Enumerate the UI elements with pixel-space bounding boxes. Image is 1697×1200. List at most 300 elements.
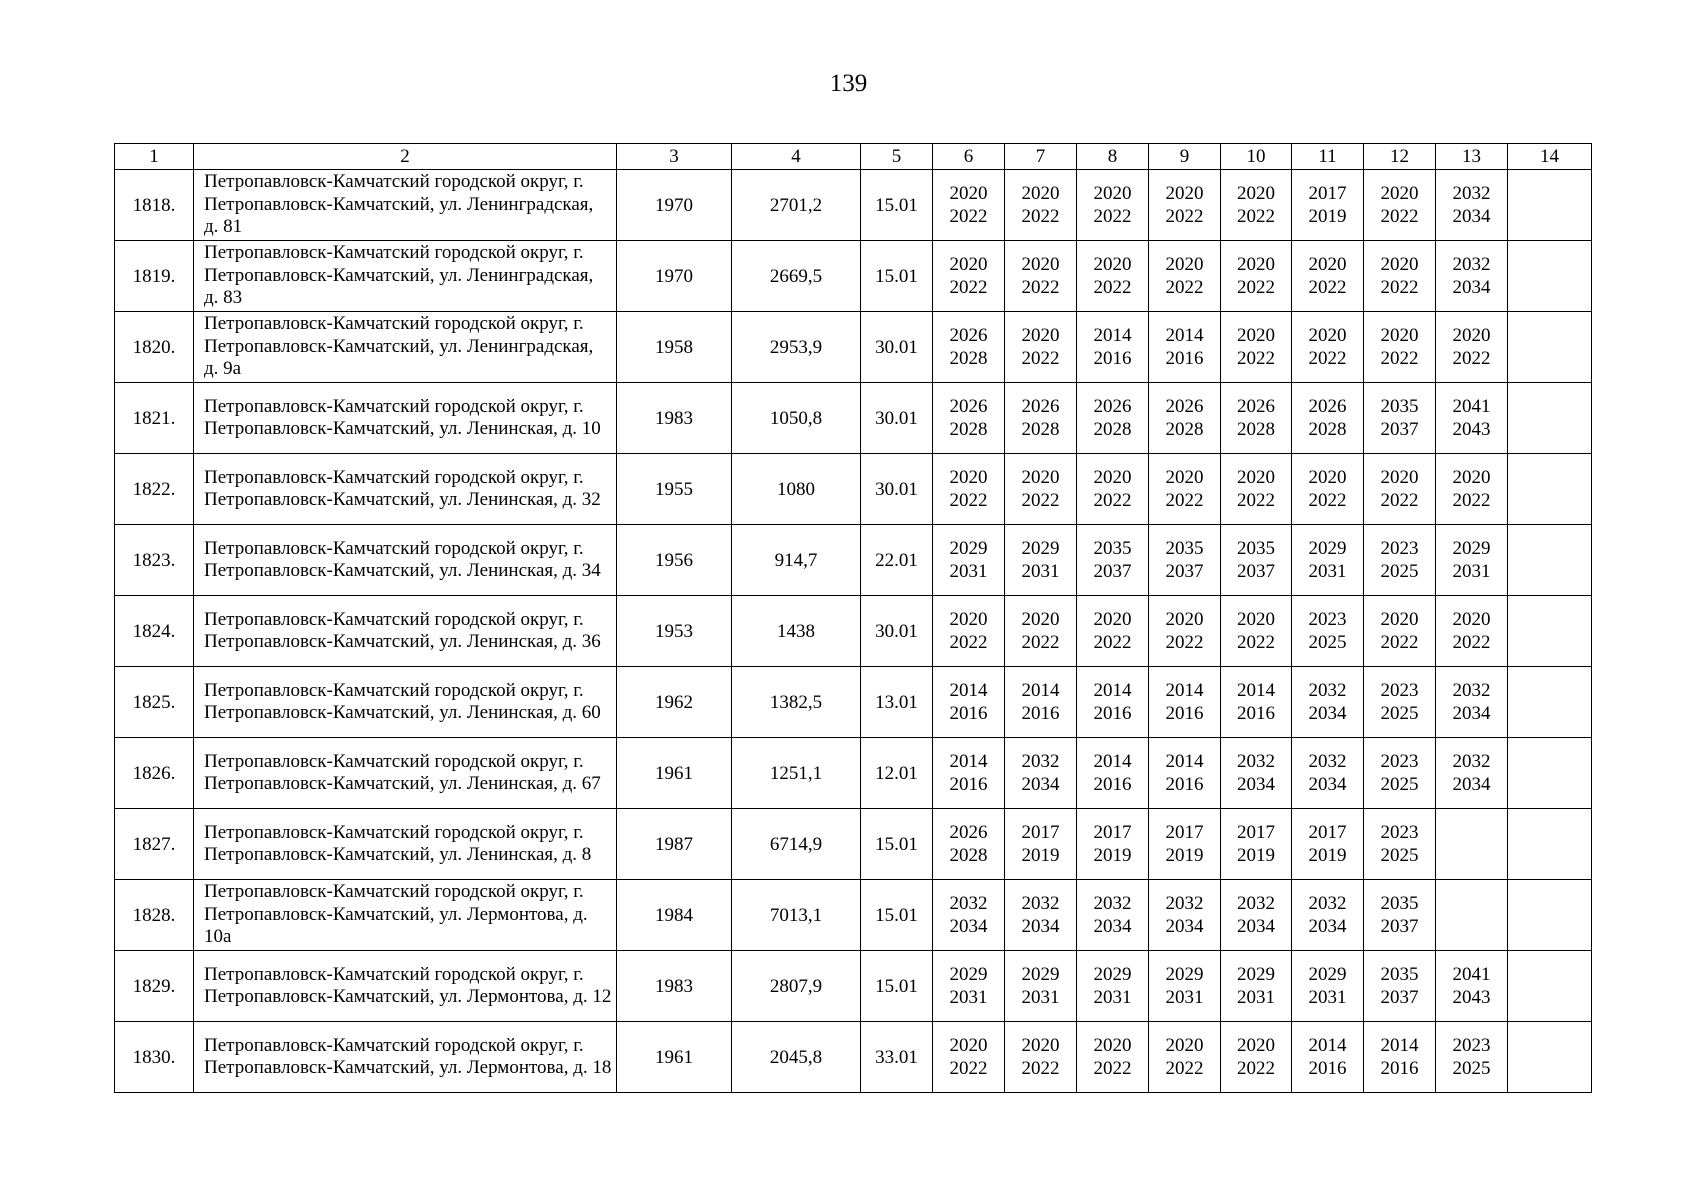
address-cell: Петропавловск-Камчатский городской округ, г. Петропавловск-Камчатский, ул. Ленинская, д. 32 xyxy=(194,454,617,525)
row-number: 1830. xyxy=(115,1022,194,1093)
period-start-year: 2020 xyxy=(1380,325,1419,346)
period-cell xyxy=(1292,951,1364,1022)
year-built-cell: 1970 xyxy=(617,170,732,241)
period-cell xyxy=(1077,667,1149,738)
column-header: 11 xyxy=(1292,144,1364,170)
period-end-year: 2022 xyxy=(1093,277,1132,298)
period-cell xyxy=(1005,1022,1077,1093)
period-start-year: 2020 xyxy=(1093,467,1132,488)
row-number: 1821. xyxy=(115,383,194,454)
period-cell xyxy=(1149,809,1221,880)
period-start-year: 2032 xyxy=(1237,893,1275,914)
period-cell xyxy=(1077,951,1149,1022)
column-header: 10 xyxy=(1221,144,1292,170)
period-end-year: 2034 xyxy=(1021,916,1060,937)
period-end-year: 2016 xyxy=(1165,703,1204,724)
period-cell xyxy=(1221,170,1292,241)
column-header: 14 xyxy=(1508,144,1592,170)
period-start-year: 2020 xyxy=(1380,467,1419,488)
period-end-year: 2022 xyxy=(1165,1058,1204,1079)
period-cell xyxy=(1005,383,1077,454)
period-end-year: 2025 xyxy=(1380,774,1419,795)
period-end-year: 2034 xyxy=(1308,703,1347,724)
period-end-year: 2028 xyxy=(1093,419,1132,440)
address-cell: Петропавловск-Камчатский городской округ, г. Петропавловск-Камчатский, ул. Ленинградская, д. 9а xyxy=(194,312,617,383)
period-start-year: 2020 xyxy=(1237,1035,1275,1056)
period-end-year: 2016 xyxy=(1165,348,1204,369)
period-start-year: 2026 xyxy=(1237,396,1275,417)
period-end-year: 2037 xyxy=(1380,419,1419,440)
period-cell xyxy=(1436,170,1508,241)
address-cell: Петропавловск-Камчатский городской округ, г. Петропавловск-Камчатский, ул. Ленинградская, д. 81 xyxy=(194,170,617,241)
code-cell: 13.01 xyxy=(861,667,933,738)
period-start-year: 2029 xyxy=(949,538,988,559)
code-cell: 15.01 xyxy=(861,880,933,951)
period-start-year: 2032 xyxy=(1165,893,1204,914)
period-start-year: 2017 xyxy=(1021,822,1060,843)
period-start-year: 2020 xyxy=(1308,325,1347,346)
period-cell xyxy=(1005,738,1077,809)
period-cell xyxy=(1508,312,1592,383)
period-end-year: 2037 xyxy=(1380,916,1419,937)
period-start-year: 2020 xyxy=(1021,1035,1060,1056)
period-end-year: 2022 xyxy=(1093,632,1132,653)
period-end-year: 2022 xyxy=(1237,206,1275,227)
period-cell xyxy=(1292,525,1364,596)
period-cell xyxy=(1077,241,1149,312)
code-cell: 22.01 xyxy=(861,525,933,596)
period-cell xyxy=(1364,738,1436,809)
year-built-cell: 1984 xyxy=(617,880,732,951)
period-start-year: 2026 xyxy=(1165,396,1204,417)
row-number: 1822. xyxy=(115,454,194,525)
period-start-year: 2035 xyxy=(1165,538,1204,559)
period-start-year: 2020 xyxy=(949,609,988,630)
table-row xyxy=(115,738,1592,809)
period-start-year: 2029 xyxy=(1308,538,1347,559)
period-start-year: 2020 xyxy=(949,1035,988,1056)
period-cell xyxy=(1221,951,1292,1022)
period-end-year: 2034 xyxy=(949,916,988,937)
period-start-year: 2014 xyxy=(1021,680,1060,701)
period-cell xyxy=(1436,738,1508,809)
period-cell xyxy=(1436,312,1508,383)
period-end-year: 2034 xyxy=(1308,774,1347,795)
period-start-year: 2014 xyxy=(1308,1035,1347,1056)
period-end-year: 2019 xyxy=(1237,845,1275,866)
period-cell xyxy=(1221,312,1292,383)
period-end-year: 2016 xyxy=(1093,348,1132,369)
period-end-year: 2022 xyxy=(1380,348,1419,369)
period-start-year: 2020 xyxy=(1021,183,1060,204)
period-start-year: 2020 xyxy=(1452,609,1491,630)
period-cell xyxy=(1292,241,1364,312)
address-cell: Петропавловск-Камчатский городской округ, г. Петропавловск-Камчатский, ул. Лермонтова, д. 10а xyxy=(194,880,617,951)
period-end-year: 2022 xyxy=(1452,348,1491,369)
table-body xyxy=(115,170,1592,1093)
period-end-year: 2022 xyxy=(1237,490,1275,511)
period-start-year: 2020 xyxy=(1165,1035,1204,1056)
period-start-year: 2020 xyxy=(1021,467,1060,488)
period-cell xyxy=(1292,1022,1364,1093)
period-cell xyxy=(1149,951,1221,1022)
period-cell xyxy=(1149,454,1221,525)
period-cell xyxy=(1077,596,1149,667)
period-start-year: 2020 xyxy=(1308,467,1347,488)
period-start-year: 2020 xyxy=(1237,183,1275,204)
period-end-year: 2016 xyxy=(949,703,988,724)
area-cell: 1080 xyxy=(732,454,861,525)
period-start-year: 2023 xyxy=(1452,1035,1491,1056)
period-start-year: 2041 xyxy=(1452,964,1491,985)
period-start-year: 2026 xyxy=(949,822,988,843)
row-number: 1819. xyxy=(115,241,194,312)
period-end-year: 2031 xyxy=(949,987,988,1008)
period-start-year: 2020 xyxy=(949,467,988,488)
row-number: 1826. xyxy=(115,738,194,809)
period-cell xyxy=(1221,738,1292,809)
code-cell: 15.01 xyxy=(861,170,933,241)
period-cell xyxy=(1005,525,1077,596)
period-start-year: 2020 xyxy=(1380,254,1419,275)
row-number: 1827. xyxy=(115,809,194,880)
period-start-year: 2023 xyxy=(1380,751,1419,772)
period-start-year: 2017 xyxy=(1093,822,1132,843)
period-start-year: 2020 xyxy=(1237,609,1275,630)
period-cell xyxy=(1077,170,1149,241)
period-cell xyxy=(1364,951,1436,1022)
period-end-year: 2016 xyxy=(1308,1058,1347,1079)
period-end-year: 2028 xyxy=(949,845,988,866)
period-cell xyxy=(1077,1022,1149,1093)
period-start-year: 2029 xyxy=(949,964,988,985)
period-start-year: 2032 xyxy=(1237,751,1275,772)
year-built-cell: 1970 xyxy=(617,241,732,312)
period-start-year: 2017 xyxy=(1237,822,1275,843)
period-cell xyxy=(1221,596,1292,667)
period-cell xyxy=(933,880,1005,951)
period-start-year: 2017 xyxy=(1308,183,1347,204)
period-end-year: 2034 xyxy=(1237,774,1275,795)
period-cell xyxy=(1508,241,1592,312)
period-end-year: 2022 xyxy=(1380,632,1419,653)
table-row xyxy=(115,525,1592,596)
period-cell xyxy=(1221,667,1292,738)
period-cell xyxy=(1149,667,1221,738)
period-end-year: 2022 xyxy=(1021,206,1060,227)
period-end-year: 2022 xyxy=(1165,206,1204,227)
period-cell xyxy=(1149,383,1221,454)
period-start-year: 2017 xyxy=(1165,822,1204,843)
period-end-year: 2022 xyxy=(1308,277,1347,298)
period-start-year: 2023 xyxy=(1380,822,1419,843)
period-start-year: 2014 xyxy=(1165,751,1204,772)
period-start-year: 2029 xyxy=(1093,964,1132,985)
period-cell xyxy=(1364,454,1436,525)
period-cell xyxy=(1508,525,1592,596)
period-start-year: 2014 xyxy=(949,751,988,772)
column-header: 9 xyxy=(1149,144,1221,170)
period-end-year: 2034 xyxy=(1237,916,1275,937)
period-end-year: 2022 xyxy=(949,206,988,227)
period-end-year: 2034 xyxy=(1452,277,1491,298)
period-cell xyxy=(1508,596,1592,667)
period-end-year: 2019 xyxy=(1308,845,1347,866)
period-cell xyxy=(933,383,1005,454)
period-cell xyxy=(1149,312,1221,383)
table-row xyxy=(115,383,1592,454)
address-cell: Петропавловск-Камчатский городской округ, г. Петропавловск-Камчатский, ул. Ленинская, д. 10 xyxy=(194,383,617,454)
period-end-year: 2031 xyxy=(1021,561,1060,582)
period-cell xyxy=(1292,596,1364,667)
period-cell xyxy=(1005,667,1077,738)
column-header: 8 xyxy=(1077,144,1149,170)
period-start-year: 2020 xyxy=(1237,325,1275,346)
period-cell xyxy=(1508,454,1592,525)
code-cell: 30.01 xyxy=(861,383,933,454)
area-cell: 2669,5 xyxy=(732,241,861,312)
period-end-year: 2022 xyxy=(1093,490,1132,511)
period-start-year: 2041 xyxy=(1452,396,1491,417)
period-cell xyxy=(1436,880,1508,951)
code-cell: 12.01 xyxy=(861,738,933,809)
row-number: 1818. xyxy=(115,170,194,241)
period-cell xyxy=(1508,667,1592,738)
period-end-year: 2022 xyxy=(949,490,988,511)
column-header: 13 xyxy=(1436,144,1508,170)
period-end-year: 2037 xyxy=(1380,987,1419,1008)
period-cell xyxy=(1077,525,1149,596)
period-end-year: 2028 xyxy=(1237,419,1275,440)
table-row xyxy=(115,596,1592,667)
column-header: 4 xyxy=(732,144,861,170)
period-end-year: 2022 xyxy=(1021,632,1060,653)
period-end-year: 2037 xyxy=(1237,561,1275,582)
period-start-year: 2035 xyxy=(1237,538,1275,559)
period-end-year: 2022 xyxy=(1237,348,1275,369)
period-end-year: 2034 xyxy=(1093,916,1132,937)
housing-table xyxy=(114,143,1592,1093)
period-end-year: 2022 xyxy=(1452,490,1491,511)
period-start-year: 2020 xyxy=(1021,609,1060,630)
period-end-year: 2022 xyxy=(1165,490,1204,511)
period-end-year: 2031 xyxy=(1237,987,1275,1008)
year-built-cell: 1983 xyxy=(617,383,732,454)
period-start-year: 2020 xyxy=(1165,183,1204,204)
period-end-year: 2028 xyxy=(1021,419,1060,440)
period-cell xyxy=(1149,738,1221,809)
area-cell: 6714,9 xyxy=(732,809,861,880)
period-start-year: 2020 xyxy=(1308,254,1347,275)
period-end-year: 2025 xyxy=(1452,1058,1491,1079)
period-end-year: 2031 xyxy=(1308,987,1347,1008)
period-end-year: 2022 xyxy=(949,277,988,298)
period-end-year: 2016 xyxy=(949,774,988,795)
code-cell: 15.01 xyxy=(861,951,933,1022)
year-built-cell: 1961 xyxy=(617,738,732,809)
period-start-year: 2020 xyxy=(1452,467,1491,488)
period-end-year: 2031 xyxy=(1021,987,1060,1008)
period-end-year: 2028 xyxy=(1308,419,1347,440)
period-end-year: 2016 xyxy=(1380,1058,1419,1079)
period-cell xyxy=(1149,1022,1221,1093)
period-end-year: 2028 xyxy=(1165,419,1204,440)
period-end-year: 2031 xyxy=(1452,561,1491,582)
period-start-year: 2020 xyxy=(1452,325,1491,346)
period-cell xyxy=(1364,667,1436,738)
area-cell: 1050,8 xyxy=(732,383,861,454)
period-start-year: 2026 xyxy=(1308,396,1347,417)
period-start-year: 2020 xyxy=(1093,609,1132,630)
period-cell xyxy=(1364,880,1436,951)
period-end-year: 2031 xyxy=(1308,561,1347,582)
address-cell: Петропавловск-Камчатский городской округ, г. Петропавловск-Камчатский, ул. Ленинская, д. 60 xyxy=(194,667,617,738)
period-start-year: 2035 xyxy=(1380,893,1419,914)
period-start-year: 2032 xyxy=(1308,680,1347,701)
period-end-year: 2022 xyxy=(1165,632,1204,653)
period-end-year: 2028 xyxy=(949,348,988,369)
area-cell: 7013,1 xyxy=(732,880,861,951)
period-cell xyxy=(1436,667,1508,738)
period-cell xyxy=(1221,454,1292,525)
year-built-cell: 1962 xyxy=(617,667,732,738)
period-cell xyxy=(1292,312,1364,383)
period-cell xyxy=(1364,596,1436,667)
row-number: 1820. xyxy=(115,312,194,383)
period-end-year: 2019 xyxy=(1308,206,1347,227)
period-cell xyxy=(1364,170,1436,241)
period-end-year: 2037 xyxy=(1165,561,1204,582)
period-end-year: 2019 xyxy=(1021,845,1060,866)
period-end-year: 2022 xyxy=(1165,277,1204,298)
period-end-year: 2022 xyxy=(1021,277,1060,298)
year-built-cell: 1955 xyxy=(617,454,732,525)
period-cell xyxy=(1221,525,1292,596)
period-start-year: 2032 xyxy=(1452,680,1491,701)
period-start-year: 2029 xyxy=(1021,964,1060,985)
period-cell xyxy=(1436,951,1508,1022)
code-cell: 30.01 xyxy=(861,596,933,667)
year-built-cell: 1961 xyxy=(617,1022,732,1093)
period-end-year: 2034 xyxy=(1452,774,1491,795)
period-cell xyxy=(1149,880,1221,951)
period-cell xyxy=(1292,667,1364,738)
period-start-year: 2026 xyxy=(949,325,988,346)
period-cell xyxy=(1221,1022,1292,1093)
period-start-year: 2035 xyxy=(1093,538,1132,559)
code-cell: 33.01 xyxy=(861,1022,933,1093)
column-header: 1 xyxy=(115,144,194,170)
period-start-year: 2020 xyxy=(1165,254,1204,275)
period-start-year: 2032 xyxy=(1308,751,1347,772)
period-cell xyxy=(1436,241,1508,312)
period-cell xyxy=(1436,596,1508,667)
area-cell: 2045,8 xyxy=(732,1022,861,1093)
period-cell xyxy=(1508,170,1592,241)
period-start-year: 2020 xyxy=(1380,183,1419,204)
period-cell xyxy=(1364,312,1436,383)
period-end-year: 2022 xyxy=(1308,348,1347,369)
period-end-year: 2031 xyxy=(949,561,988,582)
period-end-year: 2022 xyxy=(1237,277,1275,298)
table-row xyxy=(115,241,1592,312)
period-start-year: 2029 xyxy=(1021,538,1060,559)
address-cell: Петропавловск-Камчатский городской округ, г. Петропавловск-Камчатский, ул. Ленинская, д. 34 xyxy=(194,525,617,596)
period-end-year: 2022 xyxy=(1021,1058,1060,1079)
period-start-year: 2020 xyxy=(1380,609,1419,630)
period-end-year: 2022 xyxy=(1021,348,1060,369)
row-number: 1824. xyxy=(115,596,194,667)
period-end-year: 2022 xyxy=(949,632,988,653)
period-end-year: 2031 xyxy=(1165,987,1204,1008)
period-start-year: 2014 xyxy=(1237,680,1275,701)
period-cell xyxy=(1508,738,1592,809)
period-cell xyxy=(1077,880,1149,951)
period-cell xyxy=(933,596,1005,667)
period-cell xyxy=(1436,525,1508,596)
period-start-year: 2029 xyxy=(1237,964,1275,985)
code-cell: 15.01 xyxy=(861,241,933,312)
period-end-year: 2043 xyxy=(1452,419,1491,440)
period-cell xyxy=(1149,170,1221,241)
period-cell xyxy=(933,809,1005,880)
period-end-year: 2034 xyxy=(1452,206,1491,227)
area-cell: 2807,9 xyxy=(732,951,861,1022)
code-cell: 30.01 xyxy=(861,454,933,525)
period-start-year: 2020 xyxy=(949,183,988,204)
period-start-year: 2032 xyxy=(1452,183,1491,204)
period-cell xyxy=(1436,454,1508,525)
period-start-year: 2020 xyxy=(1021,325,1060,346)
address-cell: Петропавловск-Камчатский городской округ, г. Петропавловск-Камчатский, ул. Лермонтова, д. 18 xyxy=(194,1022,617,1093)
period-cell xyxy=(1508,809,1592,880)
period-cell xyxy=(1005,951,1077,1022)
period-start-year: 2017 xyxy=(1308,822,1347,843)
year-built-cell: 1958 xyxy=(617,312,732,383)
period-end-year: 2016 xyxy=(1093,703,1132,724)
period-cell xyxy=(1292,738,1364,809)
period-start-year: 2032 xyxy=(949,893,988,914)
period-start-year: 2020 xyxy=(1093,1035,1132,1056)
period-start-year: 2020 xyxy=(1093,254,1132,275)
period-end-year: 2016 xyxy=(1237,703,1275,724)
period-end-year: 2034 xyxy=(1308,916,1347,937)
period-end-year: 2043 xyxy=(1452,987,1491,1008)
period-start-year: 2026 xyxy=(949,396,988,417)
period-start-year: 2014 xyxy=(1093,325,1132,346)
period-cell xyxy=(1364,241,1436,312)
area-cell: 914,7 xyxy=(732,525,861,596)
period-start-year: 2020 xyxy=(949,254,988,275)
period-cell xyxy=(933,525,1005,596)
period-cell xyxy=(1005,312,1077,383)
period-end-year: 2022 xyxy=(1237,632,1275,653)
period-end-year: 2037 xyxy=(1093,561,1132,582)
column-header: 3 xyxy=(617,144,732,170)
period-start-year: 2014 xyxy=(1165,325,1204,346)
period-cell xyxy=(1364,525,1436,596)
period-cell xyxy=(933,667,1005,738)
period-end-year: 2022 xyxy=(1093,206,1132,227)
area-cell: 1382,5 xyxy=(732,667,861,738)
period-cell xyxy=(1077,383,1149,454)
period-end-year: 2022 xyxy=(1380,206,1419,227)
table-row xyxy=(115,170,1592,241)
year-built-cell: 1956 xyxy=(617,525,732,596)
period-cell xyxy=(933,738,1005,809)
period-cell xyxy=(1436,383,1508,454)
period-cell xyxy=(1292,170,1364,241)
